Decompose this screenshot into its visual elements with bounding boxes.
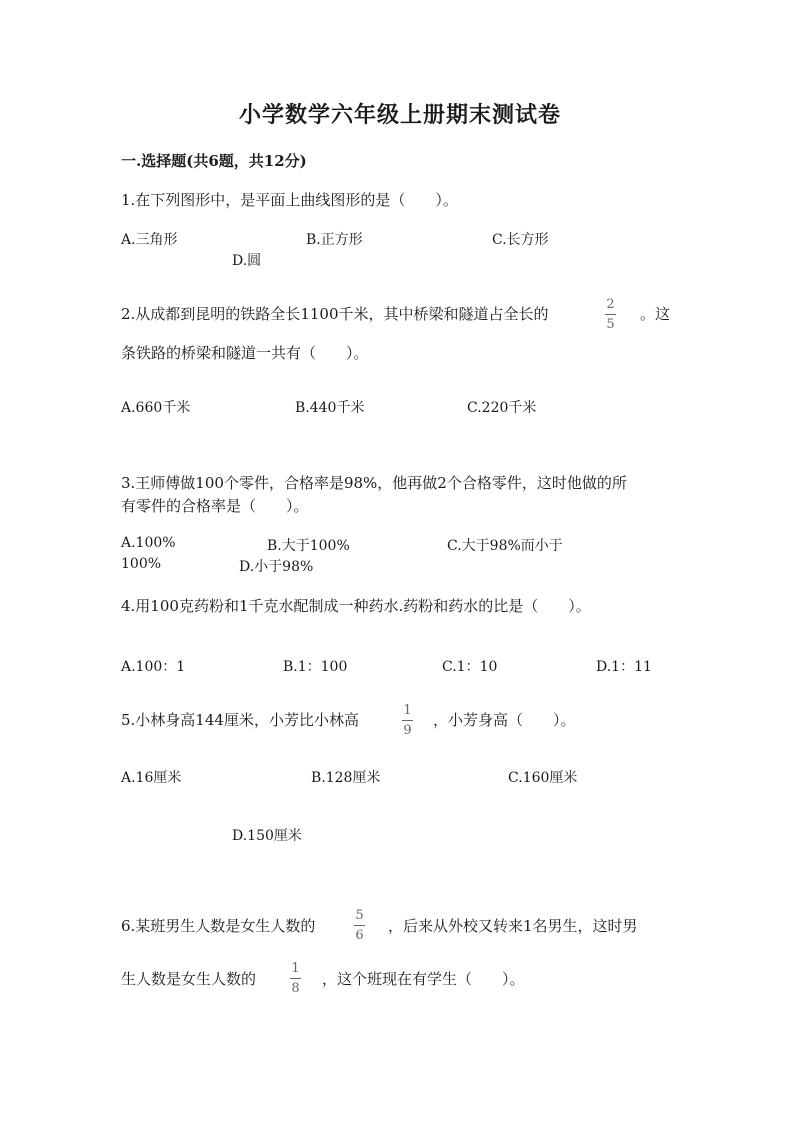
fraction-numerator: 1 — [403, 703, 412, 718]
question-6-stem-part1: 6.某班男生人数是女生人数的 — [121, 917, 316, 935]
fraction-numerator: 1 — [291, 961, 300, 976]
question-6-fraction-1 — [354, 909, 365, 942]
question-1-option-b: B.正方形 — [306, 232, 363, 248]
page-title: 小学数学六年级上册期末测试卷 — [238, 102, 561, 128]
question-2-stem-part1: 2.从成都到昆明的铁路全长1100千米，其中桥梁和隧道占全长的 — [121, 305, 549, 323]
question-4-option-b: B.1：100 — [283, 659, 348, 675]
fraction-bar — [354, 925, 365, 926]
question-2-stem-line2: 条铁路的桥梁和隧道一共有（ ）。 — [121, 344, 369, 362]
question-4-stem: 4.用100克药粉和1千克水配制成一种药水.药粉和药水的比是（ ）。 — [121, 597, 591, 615]
question-6-fraction-2 — [290, 962, 301, 995]
question-5-stem-part2: ，小芳身高（ ）。 — [433, 711, 576, 729]
question-1-option-c: C.长方形 — [492, 232, 549, 248]
fraction-bar — [402, 720, 413, 721]
fraction-denominator: 6 — [355, 928, 364, 943]
fraction-denominator: 5 — [606, 317, 615, 332]
question-5-option-c: C.160厘米 — [508, 770, 578, 786]
question-2-option-a: A.660千米 — [121, 400, 191, 416]
question-3-option-c-continued: 100% — [121, 556, 162, 572]
question-2-stem-part2: 。这 — [640, 305, 671, 323]
question-1-option-a: A.三角形 — [121, 232, 178, 248]
section-heading: 一.选择题(共6题，共12分) — [121, 152, 307, 170]
fraction-numerator: 2 — [606, 297, 615, 312]
fraction-denominator: 9 — [403, 723, 412, 738]
question-3-stem-line1: 3.王师傅做100个零件，合格率是98%，他再做2个合格零件，这时他做的所 — [121, 474, 627, 492]
question-5-option-d: D.150厘米 — [232, 828, 302, 844]
fraction-denominator: 8 — [291, 981, 300, 996]
question-3-option-d: D.小于98% — [239, 559, 314, 575]
question-2-option-b: B.440千米 — [295, 400, 365, 416]
question-1-option-d: D.圆 — [232, 253, 262, 269]
question-6-stem-line2-part2: ，这个班现在有学生（ ）。 — [322, 970, 525, 988]
question-5-fraction — [402, 704, 413, 737]
question-4-option-d: D.1：11 — [596, 659, 652, 675]
fraction-bar — [290, 978, 301, 979]
fraction-numerator: 5 — [355, 908, 364, 923]
question-5-stem-part1: 5.小林身高144厘米，小芳比小林高 — [121, 711, 359, 729]
question-6-stem-part2: ，后来从外校又转来1名男生，这时男 — [388, 917, 638, 935]
question-6-stem-line2-part1: 生人数是女生人数的 — [121, 970, 257, 988]
question-3-option-a: A.100% — [121, 535, 176, 551]
question-3-option-b: B.大于100% — [267, 538, 350, 554]
question-5-option-a: A.16厘米 — [121, 770, 182, 786]
question-5-option-b: B.128厘米 — [311, 770, 381, 786]
question-3-option-c: C.大于98%而小于 — [447, 538, 563, 554]
question-4-option-a: A.100：1 — [121, 659, 186, 675]
question-2-option-c: C.220千米 — [467, 400, 537, 416]
question-2-fraction — [605, 298, 616, 331]
question-1-stem: 1.在下列图形中，是平面上曲线图形的是（ ）。 — [121, 191, 458, 209]
fraction-bar — [605, 314, 616, 315]
question-4-option-c: C.1：10 — [442, 659, 498, 675]
question-3-stem-line2: 有零件的合格率是（ ）。 — [121, 497, 309, 515]
